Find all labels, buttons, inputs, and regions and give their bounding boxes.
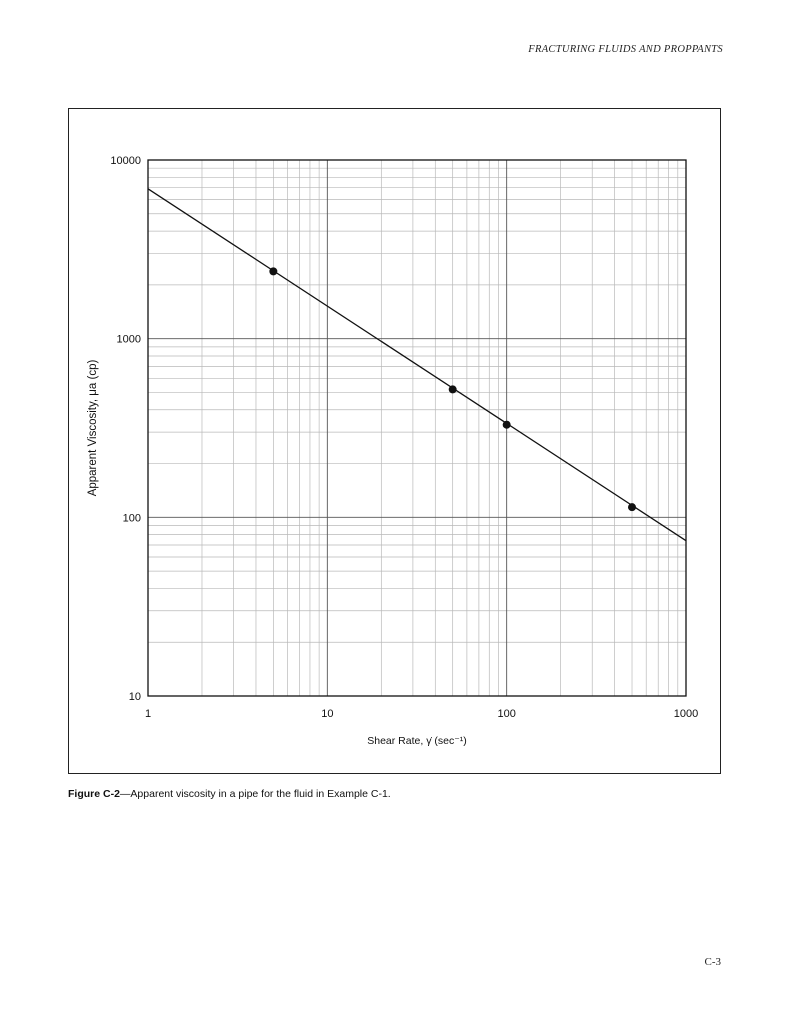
y-tick-label: 1000 [116,333,141,346]
x-tick-label: 1000 [673,708,699,720]
x-axis-label: Shear Rate, γ̇ (sec⁻¹) [367,735,467,747]
plot-border [148,160,686,696]
x-tick-label: 10 [321,708,334,720]
figure-caption [68,788,391,800]
data-point [449,385,457,393]
viscosity-chart [69,109,720,773]
y-tick-label: 100 [122,512,141,525]
running-head: FRACTURING FLUIDS AND PROPPANTS [528,44,723,55]
y-axis-label: Apparent Viscosity, μa (cp) [87,359,99,497]
y-tick-label: 10000 [110,155,141,167]
x-tick-label: 100 [497,708,516,720]
y-tick-label: 10 [128,691,141,703]
figure-label: Figure C-2 [68,788,120,800]
data-point [269,267,277,275]
figure-frame [68,108,721,774]
fit-line [148,189,686,541]
page-number: C-3 [704,956,721,968]
x-tick-label: 1 [144,708,152,720]
data-point [628,503,636,511]
figure-caption-text: —Apparent viscosity in a pipe for the fluid in Example C-1. [119,788,391,800]
data-point [503,421,511,429]
